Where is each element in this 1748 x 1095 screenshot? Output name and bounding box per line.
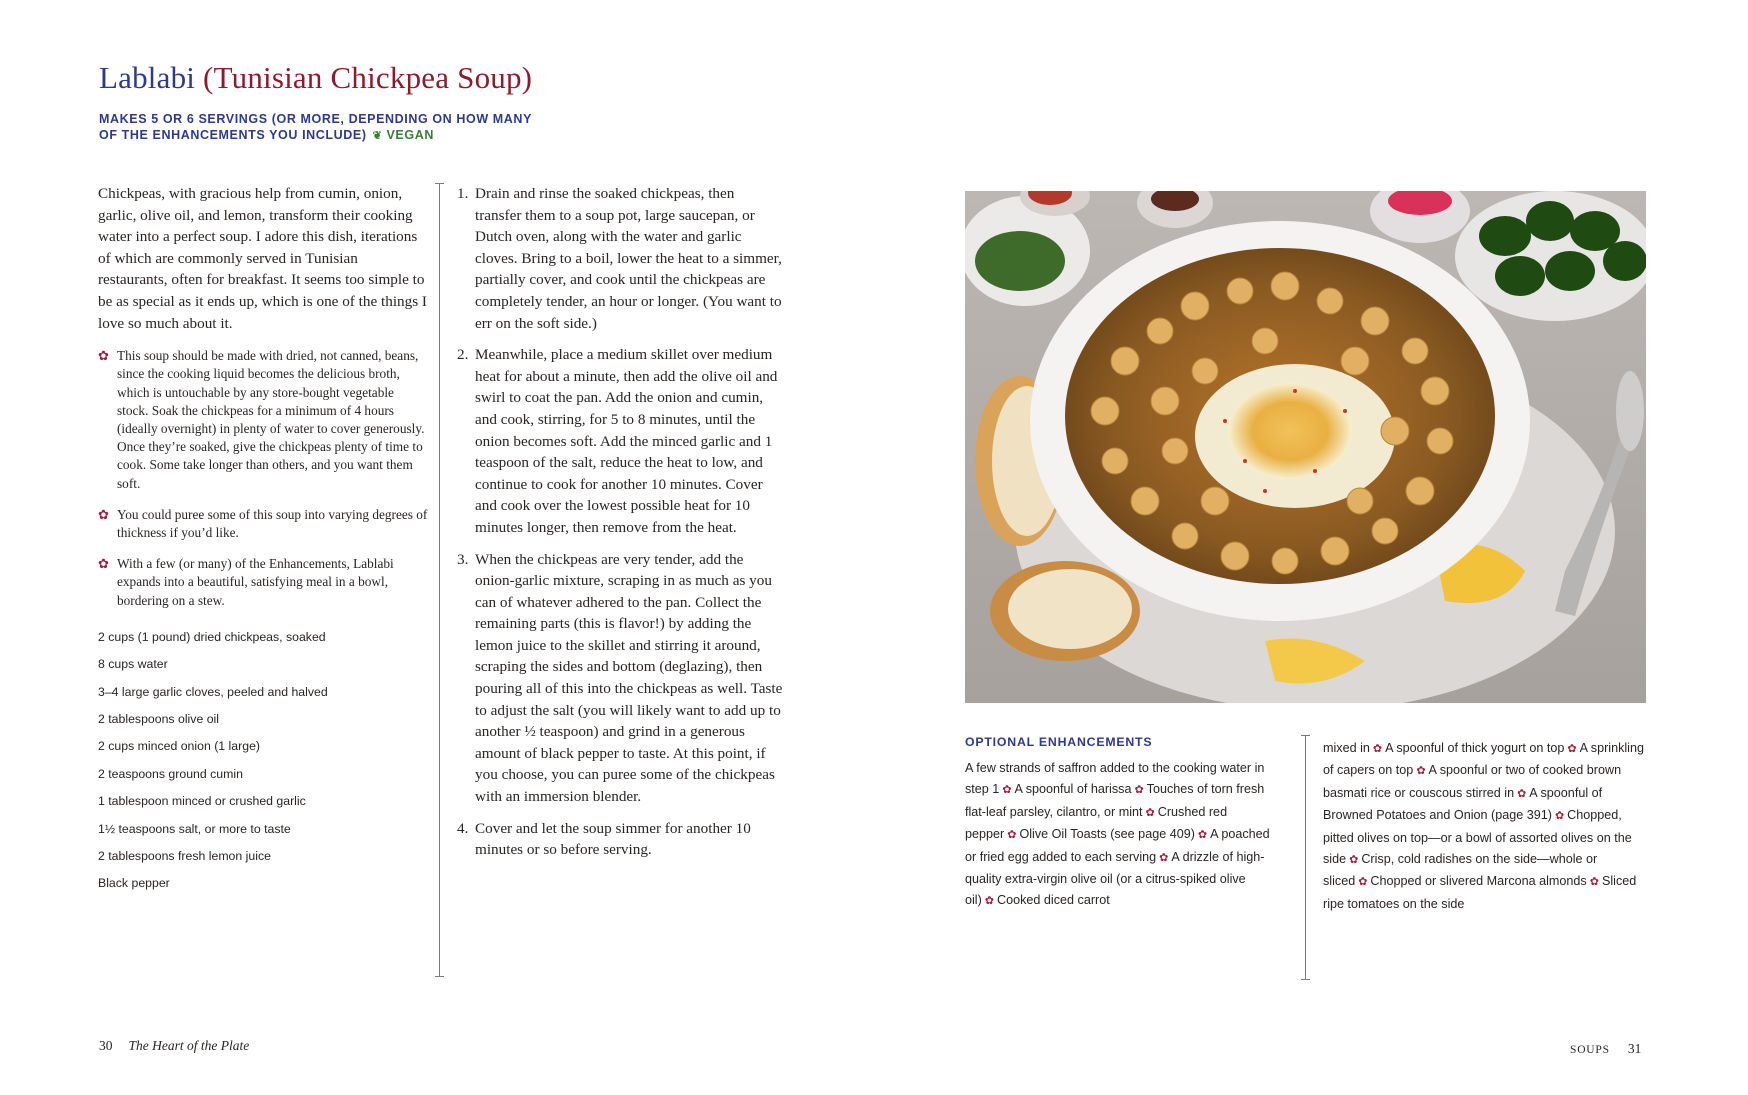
- enhancement-item-part: mixed in: [1323, 741, 1370, 755]
- step-number: 1.: [457, 185, 469, 202]
- flower-bullet-icon: ✿: [984, 895, 995, 908]
- enhancements-column-1: [965, 758, 1283, 913]
- flower-bullet-icon: ✿: [98, 348, 109, 364]
- step-text: When the chickpeas are very tender, add the onion-garlic mixture, scraping in as much as you can of whatever adhered to the pan. Collect the remaining parts (this is flavor!) by adding the lemon juice to the skillet and stirring it around, scraping the sides and bottom (deglazing), then pouring all of this into the chickpeas as well. Taste to adjust the salt (you will likely want to add up to another ½ teaspoon) and grind in a generous amount of black pepper to taste. At this point, if you choose, you can puree some of the chickpeas with an immersion blender.: [475, 550, 783, 806]
- left-page-number: 30: [99, 1038, 113, 1053]
- flower-bullet-icon: ✿: [1517, 787, 1527, 800]
- note-text: You could puree some of this soup into varying degrees of thickness if you’d like.: [117, 506, 428, 540]
- enhancements-column-2: [1323, 738, 1653, 915]
- column-divider: [439, 183, 440, 977]
- flower-bullet-icon: ✿: [1416, 765, 1426, 778]
- leaf-icon: ❦: [372, 130, 383, 142]
- step-number: 4.: [457, 819, 469, 837]
- yield-text: MAKES 5 OR 6 SERVINGS (OR MORE, DEPENDING ON HOW MANY OF THE ENHANCEMENTS YOU INCLUDE): [99, 112, 532, 142]
- notes-list: [98, 347, 428, 610]
- enhancement-item: A spoonful of harissa: [1014, 782, 1132, 797]
- ingredient-item: 8 cups water: [98, 657, 168, 672]
- step-text: Meanwhile, place a medium skillet over medium heat for about a minute, then add the olive oil and swirl to coat the pan. Add the onion and cumin, and cook, stirring, for 5 to 8 minutes, until the onion becomes soft. Add the minced garlic and 1 teaspoon of the salt, reduce the heat to low, and continue to cook for another 10 minutes. Cover and cook over the lowest possible heat for 10 minutes longer, then remove from the heat.: [475, 346, 778, 536]
- flower-bullet-icon: ✿: [1589, 876, 1599, 889]
- ingredient-item: 2 teaspoons ground cumin: [98, 766, 243, 781]
- flower-bullet-icon: ✿: [1349, 854, 1359, 867]
- book-title: The Heart of the Plate: [128, 1038, 250, 1053]
- recipe-title-name: Lablabi: [99, 60, 196, 95]
- ingredient-item: 2 cups (1 pound) dried chickpeas, soaked: [98, 629, 326, 644]
- enhancement-item: A few strands of saffron added to the cooking water in step 1: [965, 761, 1265, 797]
- flower-bullet-icon: ✿: [1134, 784, 1144, 797]
- step-item: [454, 549, 784, 808]
- step-text: Drain and rinse the soaked chickpeas, then transfer them to a soup pot, large saucepan, or Dutch oven, along with the water and garlic cloves. Bring to a boil, lower the heat to a simmer, partially cover, and cook until the chickpeas are completely tender, an hour or longer. (You want to err on the soft side.): [475, 185, 782, 332]
- note-item: [98, 555, 428, 610]
- vegan-label: VEGAN: [386, 128, 434, 142]
- section-name: SOUPS: [1570, 1044, 1610, 1056]
- flower-bullet-icon: ✿: [1007, 829, 1017, 842]
- yield-line: [99, 111, 539, 144]
- note-text: With a few (or many) of the Enhancements, Lablabi expands into a beautiful, satisfying meal in a bowl, bordering on a stew.: [117, 556, 394, 608]
- step-number: 3.: [457, 550, 469, 568]
- ingredient-item: 2 tablespoons fresh lemon juice: [98, 848, 271, 863]
- enhancements-divider: [1305, 735, 1306, 980]
- ingredient-item: 2 tablespoons olive oil: [98, 711, 219, 726]
- ingredient-item: 3–4 large garlic cloves, peeled and halved: [98, 684, 328, 699]
- flower-bullet-icon: ✿: [1358, 876, 1368, 889]
- enhancement-item: Touches of torn fresh flat-leaf parsley, cilantro, or mint: [965, 782, 1265, 819]
- enhancement-item: Sliced ripe tomatoes on the side: [1323, 874, 1637, 911]
- enhancement-item-part: Cooked diced carrot: [997, 893, 1110, 908]
- soup-photo: [965, 191, 1646, 703]
- ingredients-list: [98, 630, 428, 904]
- flower-bullet-icon: ✿: [1567, 743, 1577, 755]
- flower-bullet-icon: ✿: [1002, 784, 1012, 797]
- flower-bullet-icon: ✿: [98, 556, 109, 572]
- enhancement-item: Olive Oil Toasts (see page 409): [1019, 827, 1195, 842]
- right-page-number: 31: [1627, 1041, 1642, 1056]
- recipe-title-subtitle: (Tunisian Chickpea Soup): [203, 60, 533, 95]
- ingredient-item: Black pepper: [98, 876, 170, 891]
- ingredient-item: 2 cups minced onion (1 large): [98, 739, 260, 754]
- left-page-footer: [99, 1038, 249, 1054]
- step-item: [454, 344, 784, 538]
- note-text: This soup should be made with dried, not canned, beans, since the cooking liquid becomes the delicious broth, which is untouchable by any store-bought vegetable stock. Soak the chickpeas for a minimum of 4 hours (ideally overnight) in plenty of water to cover generously. Once they’re soaked, give the chickpeas plenty of time to cook. Some take longer than others, and you want them soft.: [117, 348, 425, 491]
- flower-bullet-icon: ✿: [1554, 810, 1565, 823]
- flower-bullet-icon: ✿: [1159, 851, 1169, 864]
- step-item: [454, 183, 784, 334]
- intro-paragraph: Chickpeas, with gracious help from cumin, onion, garlic, olive oil, and lemon, transform their cooking water into a perfect soup. I adore this dish, iterations of which are commonly served in Tunisian restaurants, often for breakfast. It seems too simple to be as special as it ends up, which is one of the things I love so much about it.: [98, 185, 427, 332]
- ingredient-item: 1½ teaspoons salt, or more to taste: [98, 821, 291, 836]
- enhancement-item: A drizzle of high-quality extra-virgin olive oil (or a citrus-spiked olive oil): [965, 849, 1265, 908]
- step-number: 2.: [457, 346, 469, 364]
- ingredient-item: 1 tablespoon minced or crushed garlic: [98, 794, 306, 809]
- step-text: Cover and let the soup simmer for another 10 minutes or so before serving.: [475, 819, 751, 859]
- flower-bullet-icon: ✿: [1197, 829, 1208, 842]
- enhancement-item: A sprinkling of capers on top: [1323, 741, 1644, 778]
- enhancement-item: A spoonful of thick yogurt on top: [1385, 741, 1565, 755]
- recipe-title: [99, 60, 532, 96]
- right-page-footer: [1570, 1041, 1641, 1057]
- enhancement-item: A spoonful or two of cooked brown basmati rice or couscous stirred in: [1323, 763, 1622, 800]
- note-item: [98, 506, 428, 542]
- enhancement-item: Crisp, cold radishes on the side—whole or sliced: [1323, 852, 1598, 889]
- note-item: [98, 347, 428, 493]
- steps-column: [454, 183, 784, 871]
- step-item: [454, 818, 784, 861]
- enhancement-item: A spoonful of Browned Potatoes and Onion (page 391): [1323, 785, 1603, 823]
- enhancement-item: Crushed red pepper: [965, 804, 1228, 842]
- enhancement-item: Chopped, pitted olives on top—or a bowl of assorted olives on the side: [1323, 808, 1632, 867]
- flower-bullet-icon: ✿: [98, 506, 109, 522]
- flower-bullet-icon: ✿: [1145, 806, 1155, 819]
- enhancement-item: A poached or fried egg added to each serving: [965, 827, 1270, 864]
- intro-column: [98, 183, 428, 904]
- flower-bullet-icon: ✿: [1372, 743, 1383, 755]
- steps-list: [454, 183, 784, 861]
- enhancement-item: Chopped or slivered Marcona almonds: [1370, 874, 1587, 889]
- enhancements-heading: OPTIONAL ENHANCEMENTS: [965, 735, 1153, 749]
